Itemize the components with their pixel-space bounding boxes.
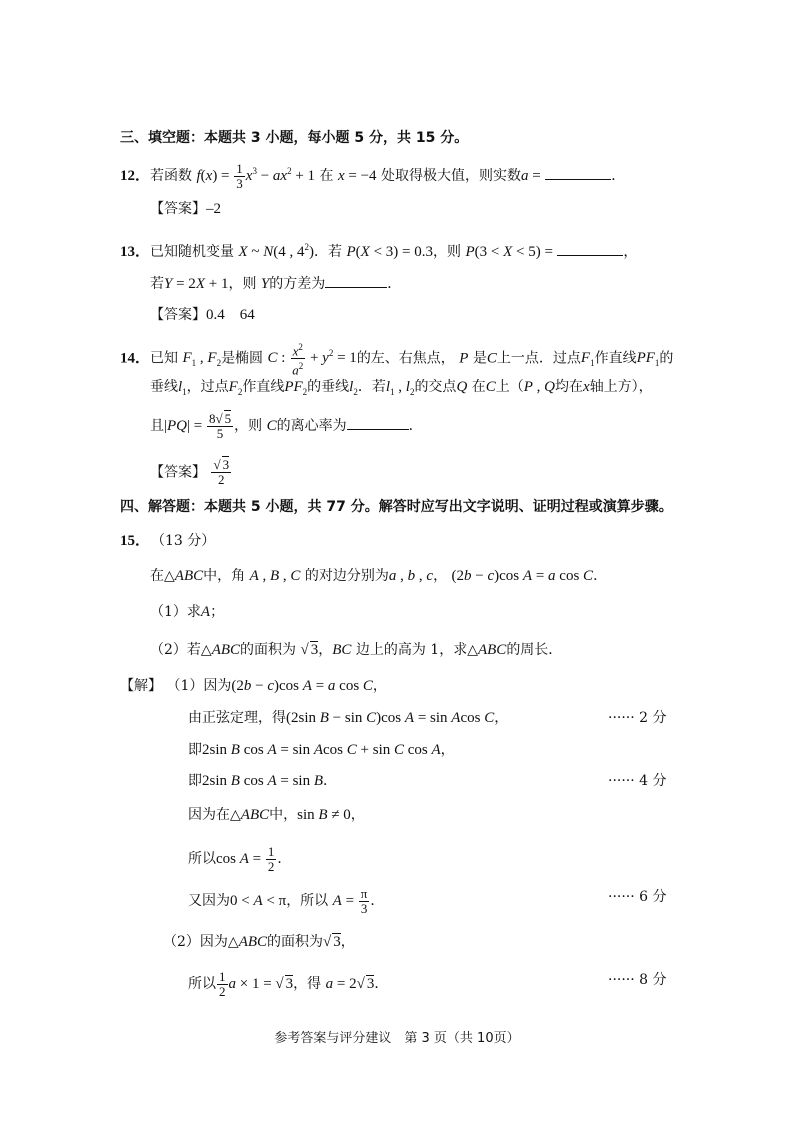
answer-value: 0.4 64 <box>206 307 255 323</box>
answer-label: 【答案】 <box>150 464 206 481</box>
question-15-stem: 在△ABC中，角 A , B , C 的对边分别为a , b , c， (2b − c)cos A = a cos C． <box>150 568 608 584</box>
answer-blank <box>325 273 387 288</box>
score-marker: ······ 6 分 <box>608 889 667 905</box>
answer-blank <box>557 241 623 256</box>
solution-step: 即2sin B cos A = sin Acos C + sin C cos A， <box>188 742 455 758</box>
solution-label: 【解】 <box>120 678 162 694</box>
answer-value: $\frac{√ 3}{2}$ <box>213 457 230 487</box>
solution-part-2: （2）因为△ABC的面积为√ 3， <box>163 934 355 950</box>
score-marker: ······ 2 分 <box>608 710 667 726</box>
question-12: 12．若函数 f(x) = $\frac{1}{3}$ $x^3 - ax^2 + 1$ 在 x = −4 处取得极大值，则实数a = ． <box>120 161 626 192</box>
page-footer: 参考答案与评分建议 第 3 页（共 10页） <box>274 1031 520 1046</box>
answer-12 <box>150 199 221 219</box>
answer-blank <box>545 165 611 180</box>
question-number: 13． <box>120 244 151 260</box>
sub-question-2: （2）若△ABC的面积为 √ 3，BC 边上的高为 1，求△ABC的周长． <box>150 642 563 658</box>
answer-blank <box>347 415 409 430</box>
solution-part-1: 【解】 （1）因为(2b − c)cos A = a cos C， <box>120 678 387 694</box>
sub-question-1: （1）求A； <box>150 604 225 620</box>
solution-step: 所以cos A = $\frac{1}{2}$ ． <box>188 844 292 874</box>
section-4-heading: 四、解答题：本题共 5 小题，共 77 分。解答时应写出文字说明、证明过程或演算步骤。 <box>120 499 673 515</box>
answer-14 <box>150 458 232 487</box>
question-14: 14．已知 $F_1$ , $F_2$是椭圆 C : $\frac{x^2}{a^2}$ + $y^2 = 1$的左、右焦点， P 是C上一点．过点$F_1$作直线$PF_1$的 <box>120 342 674 378</box>
solution-step: 由正弦定理，得(2sin B − sin C)cos A = sin Acos C， <box>188 710 509 726</box>
question-number: 15． <box>120 533 151 549</box>
solution-step: 又因为0 < A < π，所以 A = $\frac{\pi}{3}$ ． <box>188 886 385 916</box>
solution-step: 即2sin B cos A = sin B． <box>188 773 337 789</box>
question-15 <box>120 531 215 551</box>
question-number: 12． <box>120 168 151 184</box>
question-points: （13 分） <box>158 533 216 549</box>
score-marker: ······ 8 分 <box>608 972 667 988</box>
question-13-line-2: 若Y = 2X + 1，则 Y的方差为 ． <box>150 273 401 294</box>
answer-13 <box>150 305 255 325</box>
question-14-line-3: 且|PQ| = $\frac{8√ 5}{5}$ ，则 C的离心率为 ． <box>150 411 423 441</box>
question-14-line-2: 垂线$l_1$，过点$F_2$作直线$PF_2$的垂线$l_2$．若$l_1$ , $l_2$的交点Q 在C上（P , Q均在x轴上方）， <box>150 379 653 397</box>
solution-step: 因为在△ABC中，sin B ≠ 0， <box>188 807 365 823</box>
question-13: 13．已知随机变量 X ~ N(4 , $4^2$)．若 P(X < 3) = 0.3，则 P(3 < X < 5) = ， <box>120 242 638 260</box>
answer-value: –2 <box>206 201 221 217</box>
solution-step: 所以 $\frac{1}{2}$ a × 1 = √ 3，得 a = 2√ 3． <box>188 969 389 999</box>
answer-label: 【答案】 <box>150 307 206 323</box>
question-number: 14． <box>120 350 151 367</box>
answer-label: 【答案】 <box>150 201 206 217</box>
section-3-heading: 三、填空题：本题共 3 小题，每小题 5 分，共 15 分。 <box>120 130 469 146</box>
score-marker: ······ 4 分 <box>608 773 667 789</box>
